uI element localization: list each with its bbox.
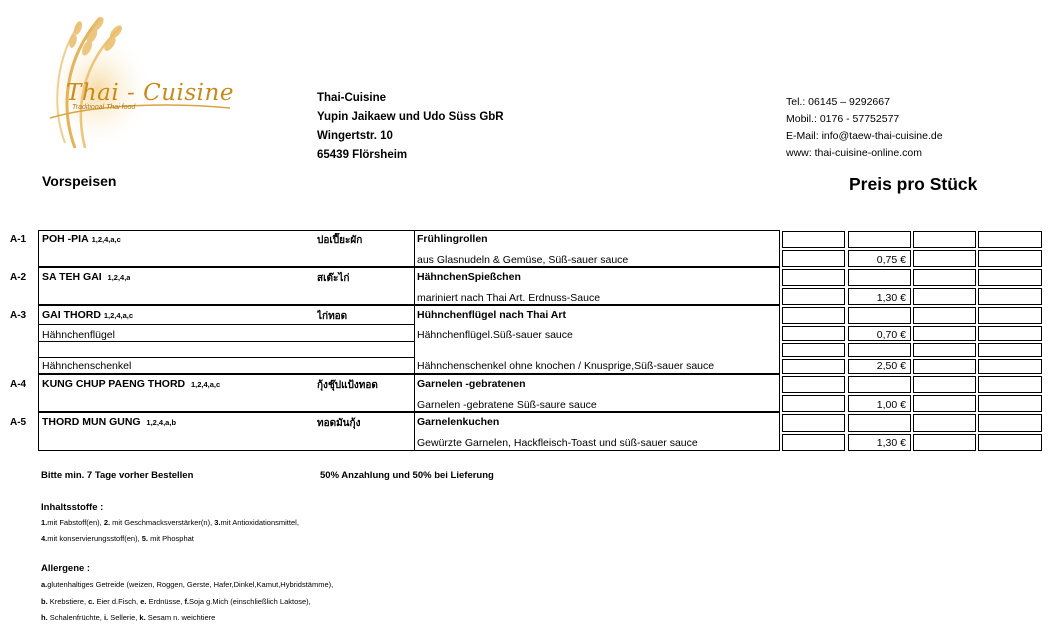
item-price: 0,75 € [876,254,906,266]
company-city: 65439 Flörsheim [317,149,408,161]
price-cell [782,250,845,267]
item-code: A-3 [10,310,27,321]
section-title: Vorspeisen [42,173,117,189]
price-cell [913,269,976,286]
item-box [38,267,780,305]
item-title: Garnelen -gebratenen [417,378,526,390]
item-name-text: THORD MUN GUNG [42,416,141,428]
price-cell [848,414,911,432]
allergen-key: c. [88,597,95,606]
contact-mobile: Mobil.: 0176 - 57752577 [786,113,900,125]
allergen-key: k. [139,613,146,622]
price-cell [848,307,911,324]
menu-table [0,229,1052,453]
allergen-text: Eier d.Fisch, [94,597,141,606]
allergen-key: i. [103,613,109,622]
allergen-text: Sesam n. weichtiere [145,613,216,622]
price-cell [978,231,1042,248]
item-title: Hühnchenflügel nach Thai Art [417,309,566,321]
item-name-text: POH -PIA [42,233,89,245]
allergen-key: b. [41,597,48,606]
price-title: Preis pro Stück [849,174,978,194]
item-description: Hähnchenflügel.Süß-sauer sauce [417,329,573,341]
allergen-text: Schalenfrüchte, [47,613,104,622]
item-thai-name: ปอเปี๊ยะผัก [317,235,363,246]
price-cell [978,326,1042,341]
price-cell [913,359,976,374]
item-name [42,378,220,390]
item-name [42,309,133,321]
item-title: HähnchenSpießchen [417,271,521,283]
item-price: 1,00 € [876,399,906,411]
price-cell [848,343,911,357]
price-cell [978,414,1042,432]
ingredients-title: Inhaltsstoffe : [41,502,104,513]
ingredient-key: 3. [214,518,221,527]
sub-item-name: Hähnchenschenkel [42,360,132,372]
price-cell [978,288,1042,305]
ingredient-key: 5. [141,534,149,543]
ingredient-text: mit Antioxidationsmittel, [220,518,299,527]
item-box [38,230,780,267]
price-cell [978,395,1042,412]
allergen-text: Soja g.Mich (einschließlich Laktose), [189,597,311,606]
allergens-title: Allergene : [41,563,91,574]
allergen-key: h. [41,613,48,622]
contact-info [786,94,943,162]
allergen-text: glutenhaltiges Getreide (weizen, Roggen, Gerste, Hafer,Dinkel,Kamut,Hybridstämme), [47,580,334,589]
item-name [42,416,176,428]
payment-note: 50% Anzahlung und 50% bei Lieferung [320,470,494,481]
price-cell [978,376,1042,393]
ingredient-key: 4. [41,534,48,543]
price-cell [782,231,845,248]
price-cell [913,414,976,432]
item-allergens: 1,2,4,a,c [91,235,121,244]
price-cell [848,231,911,248]
contact-phone: Tel.: 06145 – 9292667 [786,96,890,108]
price-cell [782,376,845,393]
allergens-line-3 [41,613,215,622]
contact-email: E-Mail: info@taew-thai-cuisine.de [786,130,943,142]
price-cell [913,343,976,357]
allergen-text: Krebstiere, [47,597,89,606]
item-thai-name: กุ้งชุ๊ปแป้งทอด [317,380,378,391]
allergen-text: Erdnüsse, [146,597,185,606]
item-allergens: 1,2,4,a,c [190,380,221,389]
item-allergens: 1,2,4,a,c [103,311,134,320]
allergen-key: f. [184,597,190,606]
price-cell [782,434,845,451]
item-code: A-5 [10,417,27,428]
price-cell [782,288,845,305]
item-allergens: 1,2,4,a [107,273,131,282]
item-code: A-4 [10,379,27,390]
price-cell [782,269,845,286]
price-cell [978,359,1042,374]
row-divider [38,324,414,325]
price-cell [978,250,1042,267]
order-note: Bitte min. 7 Tage vorher Bestellen [41,470,194,481]
item-name-text: GAI THORD [42,309,101,321]
row-divider [38,341,414,342]
price-cell [782,414,845,432]
price-cell [913,307,976,324]
price-cell [782,343,845,357]
ingredient-text: mit Fabstoff(en), [47,518,104,527]
allergen-key: e. [140,597,147,606]
allergens-line-1 [41,580,333,589]
price-cell [782,359,845,374]
allergen-text: Sellerie, [108,613,140,622]
item-price: 1,30 € [876,292,906,304]
item-code: A-2 [10,272,27,283]
price-cell [848,376,911,393]
item-description: Gewürzte Garnelen, Hackfleisch-Toast und süß-sauer sauce [417,437,698,449]
price-cell [848,269,911,286]
price-cell [978,269,1042,286]
item-price: 1,30 € [876,437,906,449]
company-owners: Yupin Jaikaew und Udo Süss GbR [317,111,504,123]
logo-tagline: Traditional Thai food [72,104,136,111]
allergen-key: a. [41,580,48,589]
item-description: aus Glasnudeln & Gemüse, Süß-sauer sauce [417,254,629,266]
item-price: 0,70 € [876,329,906,341]
ingredient-text: mit Geschmacksverstärker(n), [110,518,215,527]
item-description: Garnelen -gebratene Süß-saure sauce [417,399,597,411]
price-cell [913,395,976,412]
row-divider [38,357,414,358]
item-name-text: SA TEH GAI [42,271,102,283]
price-cell [782,307,845,324]
ingredient-text: mit Phosphat [148,534,194,543]
allergens-line-2 [41,597,311,606]
sub-item-name: Hähnchenflügel [42,329,115,341]
price-cell [913,376,976,393]
ingredient-key: 2. [103,518,111,527]
price-cell [782,326,845,341]
price-cell [782,395,845,412]
price-cell [978,343,1042,357]
item-thai-name: ทอดมันกุ้ง [317,418,361,429]
price-cell [978,434,1042,451]
price-cell [913,434,976,451]
company-street: Wingertstr. 10 [317,130,393,142]
price-cell [913,326,976,341]
logo-brand: Thai - Cuisine [66,80,234,106]
company-address [317,89,504,165]
item-description: mariniert nach Thai Art. Erdnuss-Sauce [417,292,601,304]
ingredients-line-2 [41,534,194,543]
item-allergens: 1,2,4,a,b [146,418,177,427]
price-cell [978,307,1042,324]
ingredient-text: mit konservierungsstoff(en), [47,534,142,543]
item-description: Hähnchenschenkel ohne knochen / Knusprige,Süß-sauer sauce [417,360,715,372]
price-cell [913,288,976,305]
column-divider [414,230,415,451]
ingredients-line-1 [41,518,299,527]
item-title: Frühlingrollen [417,233,488,245]
contact-web: www: thai-cuisine-online.com [786,147,922,159]
item-price: 2,50 € [876,360,906,372]
company-name: Thai-Cuisine [317,92,387,104]
price-cell [913,250,976,267]
ingredient-key: 1. [41,518,48,527]
item-name [42,271,130,283]
item-thai-name: สเต๊ะไก่ [317,273,350,284]
item-name [42,233,121,245]
item-code: A-1 [10,234,27,245]
price-cell [913,231,976,248]
item-title: Garnelenkuchen [417,416,500,428]
item-name-text: KUNG CHUP PAENG THORD [42,378,186,390]
item-thai-name: ไก่ทอด [317,311,348,322]
